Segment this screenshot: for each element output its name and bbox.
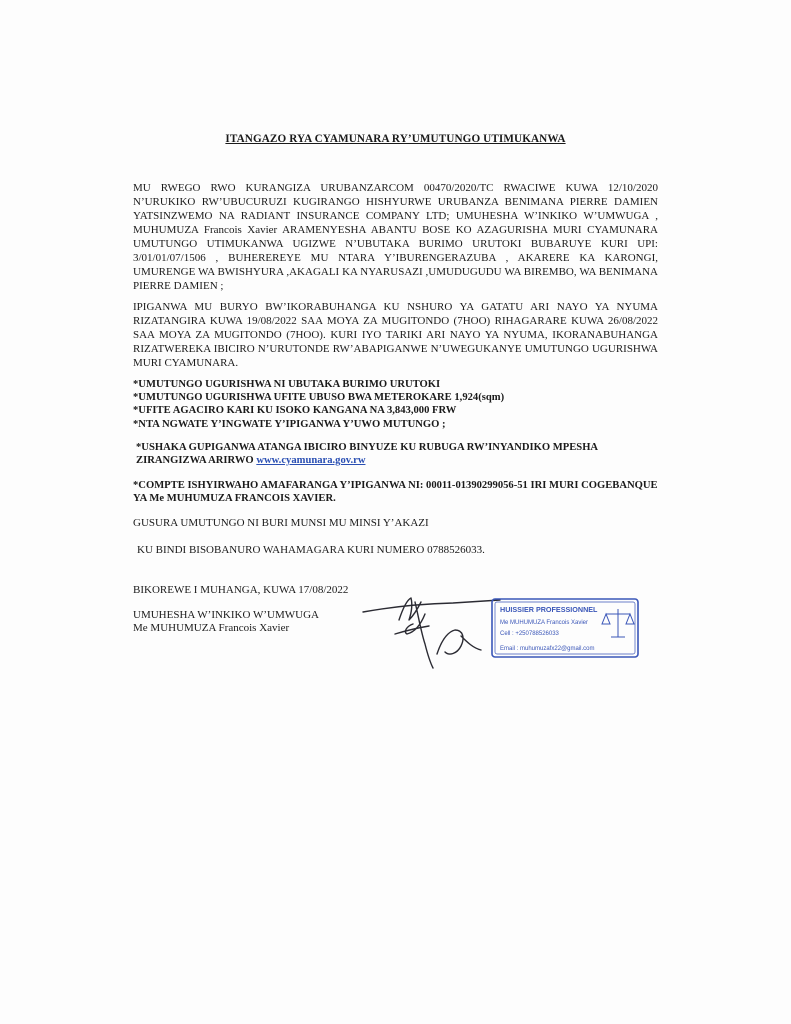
bank-account-info: *COMPTE ISHYIRWAHO AMAFARANGA Y’IPIGANWA NI: 00011-01390299056-51 IRI MURI COGEBANQUE YA Me MUHUMUZA FRANCOIS XAVIER. bbox=[133, 480, 658, 505]
property-details-list bbox=[133, 378, 658, 431]
official-stamp bbox=[490, 597, 640, 659]
stamp-line: HUISSIER PROFESSIONNEL bbox=[500, 605, 598, 614]
property-detail-item: *UMUTUNGO UGURISHWA NI UBUTAKA BURIMO URUTOKI bbox=[133, 379, 441, 390]
place-date: BIKOREWE I MUHANGA, KUWA 17/08/2022 bbox=[133, 584, 349, 596]
handwritten-signature bbox=[355, 584, 505, 674]
scales-of-justice-icon bbox=[602, 609, 634, 637]
stamp-line: Email : muhumuzafx22@gmail.com bbox=[500, 646, 595, 652]
bidding-instructions-text: *USHAKA GUPIGANWA ATANGA IBICIRO BINYUZE KU RUBUGA RW’INYANDIKO MPESHA ZIRANGIZWA ARIRWO bbox=[136, 442, 598, 467]
paragraph-intro: MU RWEGO RWO KURANGIZA URUBANZARCOM 00470/2020/TC RWACIWE KUWA 12/10/2020 N’URUKIKO RW’UBUCURUZI KUGIRANGO HISHYURWE URUBANZA BENIMANA PIERRE DAMIEN YATSINZWEMO NA RADIANT INSURANCE COMPANY LTD; UMUHESHA W’INKIKO W’UMWUGA , MUHUMUZA Francois Xavier ARAMENYESHA ABANTU BOSE KO AZAGURISHA MURI CYAMUNARA UMUTUNGO UTIMUKANWA UGIZWE N’UBUTAKA BURIMO URUTOKI BUBARUYE KURI UPI: 3/01/01/07/1506 , BUHEREREYE MU NTARA Y’IBURENGERAZUBA , AKARERE KA KARONGI, UMURENGE WA BWISHYURA ,AKAGALI KA NYARUSAZI ,UMUDUGUDU WA BIREMBO, WA BENIMANA PIERRE DAMIEN ; bbox=[133, 182, 658, 292]
bidding-instructions bbox=[136, 441, 661, 467]
paragraph-auction-dates: IPIGANWA MU BURYO BW’IKORABUHANGA KU NSHURO YA GATATU ARI NAYO YA NYUMA RIZATANGIRA KUWA 19/08/2022 SAA MOYA ZA MUGITONDO (7HOO) RIHAGARARE KUWA 26/08/2022 SAA MOYA ZA MUGITONDO (7HOO). KURI IYO TARIKI ARI NAYO YA NYUMA, IKORANABUHANGA RIZATWEREKA IBICIRO N’URUTONDE RW’ABAPIGANWE N’UWEGUKANYE UMUTUNGO UGURISHWA MURI CYAMUNARA. bbox=[133, 301, 658, 369]
auction-website-link[interactable]: www.cyamunara.gov.rw bbox=[256, 455, 366, 467]
visiting-info: GUSURA UMUTUNGO NI BURI MUNSI MU MINSI Y’AKAZI bbox=[133, 517, 429, 529]
property-detail-item: *UFITE AGACIRO KARI KU ISOKO KANGANA NA 3,843,000 FRW bbox=[133, 405, 457, 417]
stamp-line: Cell : +250788526033 bbox=[500, 631, 559, 637]
property-detail-item: *UMUTUNGO UGURISHWA UFITE UBUSO BWA METEROKARE 1,924(sqm) bbox=[133, 392, 505, 404]
stamp-line: Me MUHUMUZA Francois Xavier bbox=[500, 620, 589, 626]
property-detail-item: *NTA NGWATE Y’INGWATE Y’IPIGANWA Y’UWO MUTUNGO ; bbox=[133, 418, 446, 430]
contact-info: KU BINDI BISOBANURO WAHAMAGARA KURI NUMERO 0788526033. bbox=[137, 544, 485, 556]
document-title: ITANGAZO RYA CYAMUNARA RY’UMUTUNGO UTIMUKANWA bbox=[225, 133, 566, 145]
signer-title: UMUHESHA W’INKIKO W’UMWUGA bbox=[133, 609, 319, 621]
signer-name: Me MUHUMUZA Francois Xavier bbox=[133, 622, 290, 634]
